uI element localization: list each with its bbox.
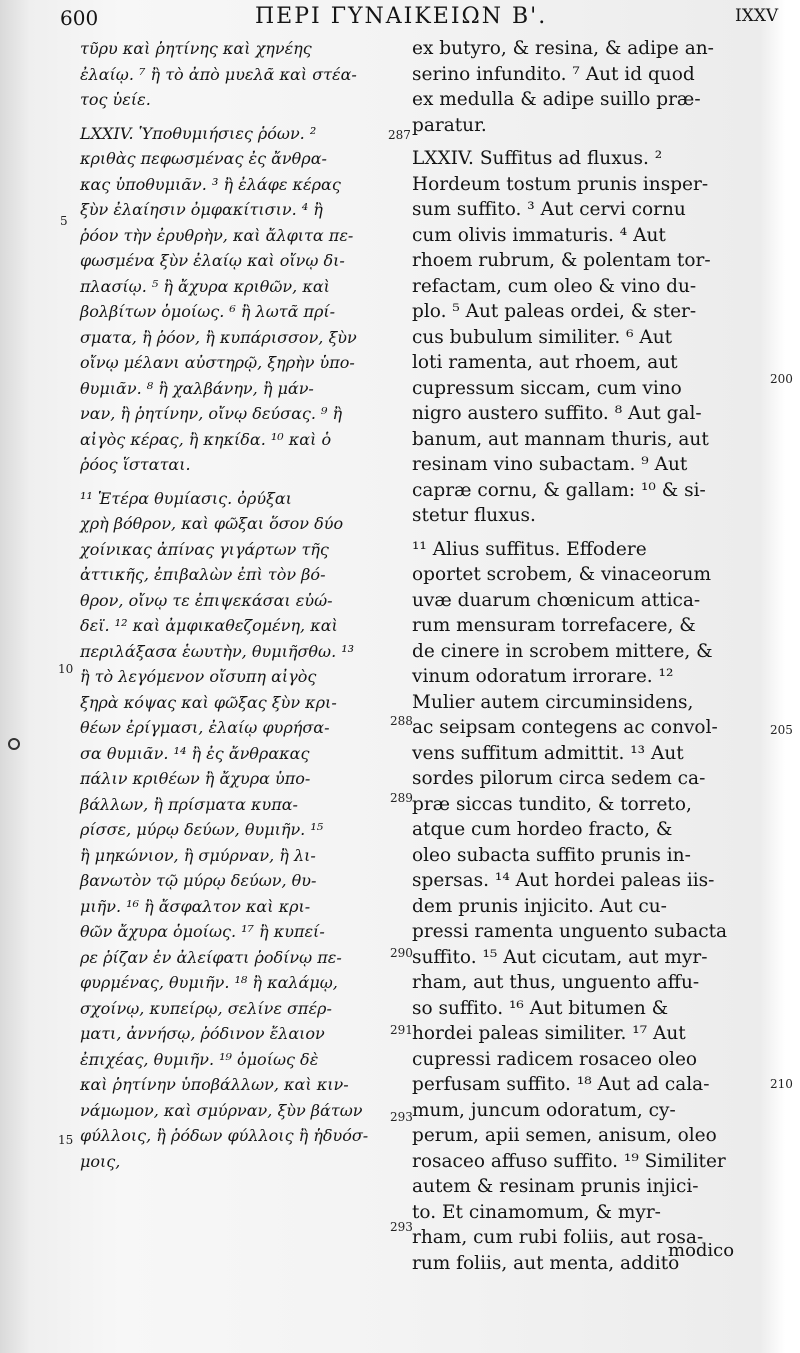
greek-text-line: θυμιᾶν. ⁸ ἢ χαλβάνην, ἢ μάν- bbox=[80, 378, 314, 398]
greek-text-line: ¹¹ Ἑτέρα θυμίασις. ὀρύξαι bbox=[80, 488, 292, 508]
page-number: 600 bbox=[60, 6, 99, 30]
greek-text-line: σματα, ἢ ῥόον, ἢ κυπάρισσον, ξὺν bbox=[80, 327, 357, 347]
greek-column bbox=[80, 36, 410, 1174]
latin-text-line: paratur. bbox=[412, 114, 487, 136]
latin-text-line: dem prunis injicito. Aut cu- bbox=[412, 895, 667, 917]
greek-text-line: ῥόος ἵσταται. bbox=[80, 455, 191, 474]
latin-text-line: de cinere in scrobem mittere, & bbox=[412, 640, 713, 662]
margin-number-left: 15 bbox=[58, 1133, 74, 1147]
latin-text-line: vens suffitum admittit. ¹³ Aut bbox=[412, 742, 684, 764]
latin-text-line: rham, aut thus, unguento affu- bbox=[412, 972, 700, 993]
latin-text-line: spersas. ¹⁴ Aut hordei paleas iis- bbox=[412, 870, 715, 891]
latin-text-line: refactam, cum oleo & vino du- bbox=[412, 275, 697, 297]
margin-number-greek: 293 bbox=[390, 1110, 413, 1124]
margin-number-greek: 289 bbox=[390, 791, 413, 805]
greek-text-line: σα θυμιᾶν. ¹⁴ ἢ ἐς ἄνθρακας bbox=[80, 743, 310, 763]
greek-text-line: ναν, ἢ ῥητίνην, οἴνῳ δεύσας. ⁹ ἢ bbox=[80, 404, 343, 423]
latin-text-line: sum suffito. ³ Aut cervi cornu bbox=[412, 199, 686, 220]
greek-text-line: μιῆν. ¹⁶ ἢ ἄσφαλτον καὶ κρι- bbox=[80, 896, 311, 916]
greek-text-line: πάλιν κριθέων ἢ ἄχυρα ὑπο- bbox=[80, 769, 311, 788]
greek-text-line: ἢ μηκώνιον, ἢ σμύρναν, ἢ λι- bbox=[80, 845, 316, 865]
latin-text-line: banum, aut mannam thuris, aut bbox=[412, 428, 709, 450]
greek-text-line: καὶ ῥητίνην ὑποβάλλων, καὶ κιν- bbox=[80, 1075, 349, 1094]
greek-text-line: σχοίνῳ, κυπείρῳ, σελίνε σπέρ- bbox=[80, 998, 332, 1018]
greek-text-line: βανωτὸν τῷ μύρῳ δεύων, θυ- bbox=[80, 871, 317, 890]
signature-mark: ΙΧΧV bbox=[735, 6, 779, 26]
latin-text-line: to. Et cinamomum, & myr- bbox=[412, 1201, 661, 1223]
greek-text-line: φωσμένα ξὺν ἐλαίῳ καὶ οἴνῳ δι- bbox=[80, 251, 345, 270]
greek-text-line: τῦρυ καὶ ῥητίνης καὶ χηνέης bbox=[80, 39, 312, 58]
page-header bbox=[0, 2, 800, 32]
latin-text-line: cupressi radicem rosaceo oleo bbox=[412, 1048, 698, 1070]
greek-text-line: μοις, bbox=[80, 1151, 121, 1171]
latin-text-line: rum mensuram torrefacere, & bbox=[412, 615, 696, 636]
greek-text-line: ρε ῥίζαν ἐν ἀλείφατι ῥοδίνῳ πε- bbox=[80, 947, 342, 967]
running-title: ΠΕΡΙ ΓΥΝΑΙΚΕΙΩΝ Β'. bbox=[255, 4, 548, 29]
greek-text-line: κας ὑποθυμιᾶν. ³ ἢ ἐλάφε κέρας bbox=[80, 174, 341, 194]
latin-text-line: ex medulla & adipe suillo præ- bbox=[412, 89, 701, 110]
catchword: modico bbox=[668, 1240, 735, 1261]
greek-text-line: ξὺν ἐλαίησιν ὀμφακίτισιν. ⁴ ἢ bbox=[80, 200, 323, 219]
greek-text-line: δεϊ. ¹² καὶ ἀμφικαθεζομένη, καὶ bbox=[80, 616, 338, 635]
latin-text-line: cus bubulum similiter. ⁶ Aut bbox=[412, 326, 673, 348]
latin-text-line: Mulier autem circuminsidens, bbox=[412, 691, 694, 713]
latin-text-line: præ siccas tundito, & torreto, bbox=[412, 793, 692, 815]
greek-text-line: ἐλαίῳ. ⁷ ἢ τὸ ἀπὸ μυελᾶ καὶ στέα- bbox=[80, 64, 357, 84]
latin-text-line: oleo subacta suffito prunis in- bbox=[412, 844, 691, 866]
latin-text-line: ac seipsam contegens ac convol- bbox=[412, 717, 718, 738]
margin-number-greek: 291 bbox=[390, 1023, 413, 1037]
greek-text-line: θῶν ἄχυρα ὁμοίως. ¹⁷ ἢ κυπεί- bbox=[80, 922, 325, 941]
latin-text-line: suffito. ¹⁵ Aut cicutam, aut myr- bbox=[412, 946, 708, 968]
latin-text-line: cum olivis immaturis. ⁴ Aut bbox=[412, 224, 666, 246]
latin-text-line: hordei paleas similiter. ¹⁷ Aut bbox=[412, 1023, 686, 1044]
latin-text-line: sordes pilorum circa sedem ca- bbox=[412, 768, 706, 789]
latin-text-line: plo. ⁵ Aut paleas ordei, & ster- bbox=[412, 301, 697, 322]
latin-text-line: stetur fluxus. bbox=[412, 505, 536, 526]
greek-text-line: ἐπιχέας, θυμιῆν. ¹⁹ ὁμοίως δὲ bbox=[80, 1049, 319, 1069]
latin-text-line: rosaceo affuso suffito. ¹⁹ Similiter bbox=[412, 1150, 726, 1172]
margin-number-greek: 287 bbox=[388, 128, 411, 142]
greek-text-line: φύλλοις, ἢ ῥόδων φύλλοις ἢ ἡδυόσ- bbox=[80, 1126, 369, 1145]
greek-text-line: ῥόον τὴν ἐρυθρὴν, καὶ ἄλφιτα πε- bbox=[80, 225, 354, 245]
greek-text-line: θρον, οἴνῳ τε ἐπιψεκάσαι εὐώ- bbox=[80, 590, 333, 610]
latin-text-line: resinam vino subactam. ⁹ Aut bbox=[412, 454, 688, 475]
latin-text-line: Hordeum tostum prunis insper- bbox=[412, 173, 709, 195]
latin-text-line: ¹¹ Alius suffitus. Effodere bbox=[412, 538, 647, 560]
latin-text-line: rhoem rubrum, & polentam tor- bbox=[412, 250, 711, 271]
greek-text-line: βολβίτων ὁμοίως. ⁶ ἢ λωτᾶ πρί- bbox=[80, 302, 336, 321]
greek-text-line: ξηρὰ κόψας καὶ φῶξας ξὺν κρι- bbox=[80, 692, 337, 712]
latin-text-line: so suffito. ¹⁶ Aut bitumen & bbox=[412, 997, 669, 1019]
latin-text-line: vinum odoratum irrorare. ¹² bbox=[412, 666, 674, 687]
margin-number-latin: 205 bbox=[770, 723, 793, 737]
greek-text-line: ἀττικῆς, ἐπιβαλὼν ἐπὶ τὸν βό- bbox=[80, 565, 326, 584]
margin-number-greek: 290 bbox=[390, 946, 413, 960]
paragraph-gap bbox=[80, 478, 410, 486]
greek-text-line: νάμωμον, καὶ σμύρναν, ξὺν βάτων bbox=[80, 1100, 363, 1120]
margin-number-greek: 288 bbox=[390, 714, 413, 728]
margin-number-left: 10 bbox=[58, 662, 74, 676]
greek-text-line: ἢ τὸ λεγόμενον οἴσυπη αἰγὸς bbox=[80, 667, 317, 686]
latin-text-line: rham, cum rubi foliis, aut rosa- bbox=[412, 1227, 704, 1248]
greek-text-line: πλασίῳ. ⁵ ἢ ἄχυρα κριθῶν, καὶ bbox=[80, 276, 330, 296]
latin-text-line: cupressum siccam, cum vino bbox=[412, 377, 682, 399]
latin-text-line: atque cum hordeo fracto, & bbox=[412, 819, 673, 840]
greek-text-line: θέων ἐρίγμασι, ἐλαίῳ φυρήσα- bbox=[80, 718, 330, 737]
binding-hole-icon bbox=[8, 738, 20, 750]
greek-text-line: περιλάξασα ἑωυτὴν, θυμιῆσθω. ¹³ bbox=[80, 641, 355, 661]
margin-number-latin: 210 bbox=[770, 1077, 793, 1091]
greek-text-line: χρὴ βόθρον, καὶ φῶξαι ὅσον δύο bbox=[80, 514, 344, 533]
latin-text-line: serino infundito. ⁷ Aut id quod bbox=[412, 63, 695, 85]
paragraph-gap bbox=[412, 138, 767, 146]
latin-text-line: LXXIV. Suffitus ad fluxus. ² bbox=[412, 148, 663, 169]
latin-text-line: oportet scrobem, & vinaceorum bbox=[412, 564, 711, 585]
greek-text-line: ματι, ἀννήσῳ, ῥόδινον ἔλαιον bbox=[80, 1024, 325, 1043]
latin-text-line: pressi ramenta unguento subacta bbox=[412, 921, 728, 942]
paragraph-gap bbox=[412, 529, 767, 537]
greek-text-line: LXXIV. Ὑποθυμιήσιες ῥόων. ² bbox=[80, 123, 317, 143]
latin-text-line: loti ramenta, aut rhoem, aut bbox=[412, 352, 678, 373]
greek-text-line: ρίσσε, μύρῳ δεύων, θυμιῆν. ¹⁵ bbox=[80, 820, 324, 839]
paragraph-gap bbox=[80, 113, 410, 121]
latin-text-line: perum, apii semen, anisum, oleo bbox=[412, 1125, 717, 1146]
margin-number-greek: 293 bbox=[390, 1220, 413, 1234]
greek-text-line: βάλλων, ἢ πρίσματα κυπα- bbox=[80, 794, 298, 814]
latin-text-line: mum, juncum odoratum, cy- bbox=[412, 1099, 676, 1121]
greek-text-line: οἴνῳ μέλανι αὐστηρῷ, ξηρὴν ὑπο- bbox=[80, 353, 355, 372]
latin-text-line: perfusam suffito. ¹⁸ Aut ad cala- bbox=[412, 1074, 710, 1095]
margin-number-left: 5 bbox=[60, 214, 68, 228]
greek-text-line: φυρμένας, θυμιῆν. ¹⁸ ἢ καλάμῳ, bbox=[80, 973, 338, 992]
latin-text-line: uvæ duarum chœnicum attica- bbox=[412, 589, 701, 611]
greek-text-line: κριθὰς πεφωσμένας ἐς ἄνθρα- bbox=[80, 149, 327, 168]
latin-text-line: rum foliis, aut menta, addito bbox=[412, 1252, 680, 1274]
latin-text-line: ex butyro, & resina, & adipe an- bbox=[412, 38, 714, 59]
latin-column bbox=[412, 36, 767, 1276]
latin-text-line: capræ cornu, & gallam: ¹⁰ & si- bbox=[412, 479, 706, 501]
greek-text-line: αἰγὸς κέρας, ἢ κηκίδα. ¹⁰ καὶ ὁ bbox=[80, 429, 332, 449]
latin-text-line: nigro austero suffito. ⁸ Aut gal- bbox=[412, 403, 702, 424]
margin-number-latin: 200 bbox=[770, 372, 793, 386]
greek-text-line: τος ὑείε. bbox=[80, 90, 151, 109]
latin-text-line: autem & resinam prunis injici- bbox=[412, 1176, 699, 1197]
greek-text-line: χοίνικας ἀπίνας γιγάρτων τῆς bbox=[80, 539, 329, 559]
